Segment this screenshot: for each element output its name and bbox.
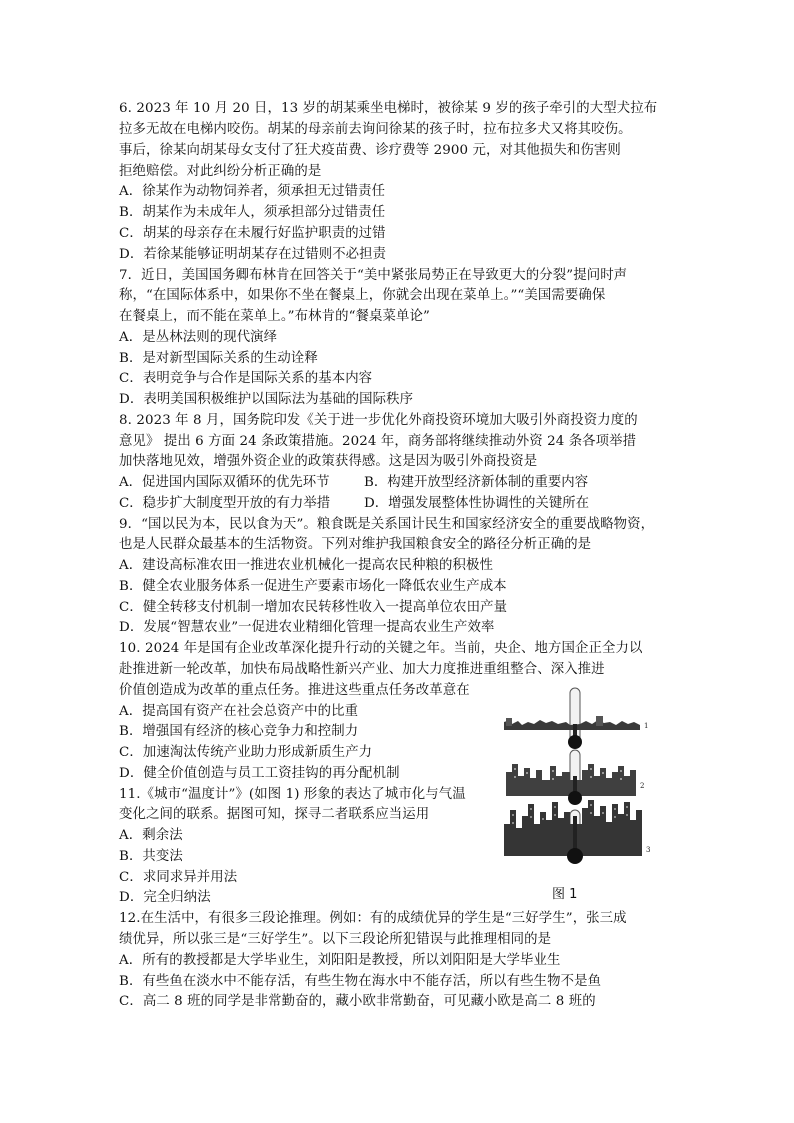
figure-caption: 图 1 (552, 887, 578, 902)
q8-stem-line-2: 意见》 提出 6 方面 24 条政策措施。2024 年，商务部将继续推动外资 24 条各项举措 (119, 434, 637, 449)
q11-option-a: A．剩余法 (119, 828, 183, 843)
figure-panel-2 (506, 750, 644, 805)
q12-option-c: C．高二 8 班的同学是非常勤奋的，藏小欧非常勤奋，可见藏小欧是高二 8 班的 (119, 994, 596, 1009)
q11-option-b: B．共变法 (119, 849, 183, 864)
figure-panel-3 (504, 800, 650, 864)
q6-option-a: A．徐某作为动物饲养者，须承担无过错责任 (119, 184, 386, 199)
q6-stem-line-4: 拒绝赔偿。对此纠纷分析正确的是 (119, 164, 322, 179)
figure-label-2: 2 (640, 782, 645, 790)
q9-option-d: D．发展“智慧农业”一促进农业精细化管理一提高农业生产效率 (119, 620, 495, 635)
q8-option-d: D．增强发展整体性协调性的关键所在 (364, 496, 589, 511)
q7-option-d: D．表明美国积极维护以国际法为基础的国际秩序 (119, 392, 414, 407)
q10-option-c: C．加速淘汰传统产业助力形成新质生产力 (119, 745, 373, 760)
q6-stem-line-3: 事后，徐某向胡某母女支付了狂犬疫苗费、诊疗费等 2900 元，对其他损失和伤害则 (119, 143, 621, 158)
q12-stem-line-1: 12.在生活中，有很多三段论推理。例如：有的成绩优异的学生是“三好学生”，张三成 (119, 911, 627, 926)
q7-stem-line-3: 在餐桌上，而不能在菜单上。”布林肯的“餐桌菜单论” (119, 309, 430, 324)
q9-stem-line-1: 9．“国以民为本，民以食为天”。粮食既是关系国计民生和国家经济安全的重要战略物资， (119, 517, 655, 532)
q8-option-a: A．促进国内国际双循环的优先环节 (119, 475, 330, 490)
q7-stem-line-2: 称，“在国际体系中，如果你不坐在餐桌上，你就会出现在菜单上。”“美国需要确保 (119, 288, 606, 303)
q7-option-a: A．是丛林法则的现代演绎 (119, 330, 278, 345)
figure-label-3: 3 (646, 846, 651, 854)
q10-option-d: D．健全价值创造与员工工资挂钩的再分配机制 (119, 766, 400, 781)
q7-option-b: B．是对新型国际关系的生动诠释 (119, 351, 318, 366)
q11-option-d: D．完全归纳法 (119, 890, 211, 905)
q11-stem-line-1: 11.《城市“温度计”》(如图 1) 形象的表达了城市化与气温 (119, 787, 466, 802)
q8-stem-line-1: 8. 2023 年 8 月，国务院印发《关于进一步优化外商投资环境加大吸引外商投资力度的 (119, 413, 638, 428)
q9-option-b: B．健全农业服务体系一促进生产要素市场化一降低农业生产成本 (119, 579, 507, 594)
q9-stem-line-2: 也是人民群众最基本的生活物资。下列对维护我国粮食安全的路径分析正确的是 (119, 537, 592, 552)
q7-stem-line-1: 7．近日，美国国务卿布林肯在回答关于“美中紧张局势正在导致更大的分裂”提问时声 (119, 268, 628, 283)
q12-option-b: B．有些鱼在淡水中不能存活，有些生物在海水中不能存活，所以有些生物不是鱼 (119, 974, 602, 989)
q6-option-c: C．胡某的母亲存在未履行好监护职责的过错 (119, 226, 386, 241)
q12-option-a: A．所有的教授都是大学毕业生，刘阳阳是教授，所以刘阳阳是大学毕业生 (119, 953, 561, 968)
q12-stem-line-2: 绩优异，所以张三是“三好学生”。以下三段论所犯错误与此推理相同的是 (119, 932, 552, 947)
q10-option-a: A．提高国有资产在社会总资产中的比重 (119, 704, 359, 719)
q10-stem-line-1: 10. 2024 年是国有企业改革深化提升行动的关键之年。当前，央企、地方国企正全力以 (119, 641, 643, 656)
city-thermometer-figure (500, 684, 652, 902)
q8-stem-line-3: 加快落地见效，增强外资企业的政策获得感。这是因为吸引外商投资是 (119, 454, 538, 469)
q6-stem-line-2: 拉多无故在电梯内咬伤。胡某的母亲前去询问徐某的孩子时，拉布拉多犬又将其咬伤。 (119, 122, 632, 137)
q9-option-a: A．建设高标准农田一推进农业机械化一提高农民种粮的积极性 (119, 558, 494, 573)
q6-stem-line-1: 6. 2023 年 10 月 20 日，13 岁的胡某乘坐电梯时，被徐某 9 岁的孩子牵引的大型犬拉布 (119, 101, 658, 116)
figure-label-1: 1 (644, 722, 649, 730)
figure-panel-1 (504, 688, 648, 749)
q10-option-b: B．增强国有经济的核心竞争力和控制力 (119, 724, 359, 739)
q9-option-c: C．健全转移支付机制一增加农民转移性收入一提高单位农田产量 (119, 600, 508, 615)
q10-stem-line-3: 价值创造成为改革的重点任务。推进这些重点任务改革意在 (119, 683, 470, 698)
q8-option-row-2 (119, 494, 589, 514)
q7-option-c: C．表明竞争与合作是国际关系的基本内容 (119, 371, 373, 386)
q8-option-row-1 (119, 473, 589, 493)
q6-option-d: D．若徐某能够证明胡某存在过错则不必担责 (119, 247, 387, 262)
q8-option-c: C．稳步扩大制度型开放的有力举措 (119, 496, 331, 511)
q8-option-b: B．构建开放型经济新体制的重要内容 (364, 475, 589, 490)
q11-stem-line-2: 变化之间的联系。据图可知，探寻二者联系应当运用 (119, 807, 430, 822)
q6-option-b: B．胡某作为未成年人，须承担部分过错责任 (119, 205, 386, 220)
q11-option-c: C．求同求异并用法 (119, 870, 238, 885)
q10-stem-line-2: 赴推进新一轮改革，加快布局战略性新兴产业、加大力度推进重组整合、深入推进 (119, 662, 605, 677)
